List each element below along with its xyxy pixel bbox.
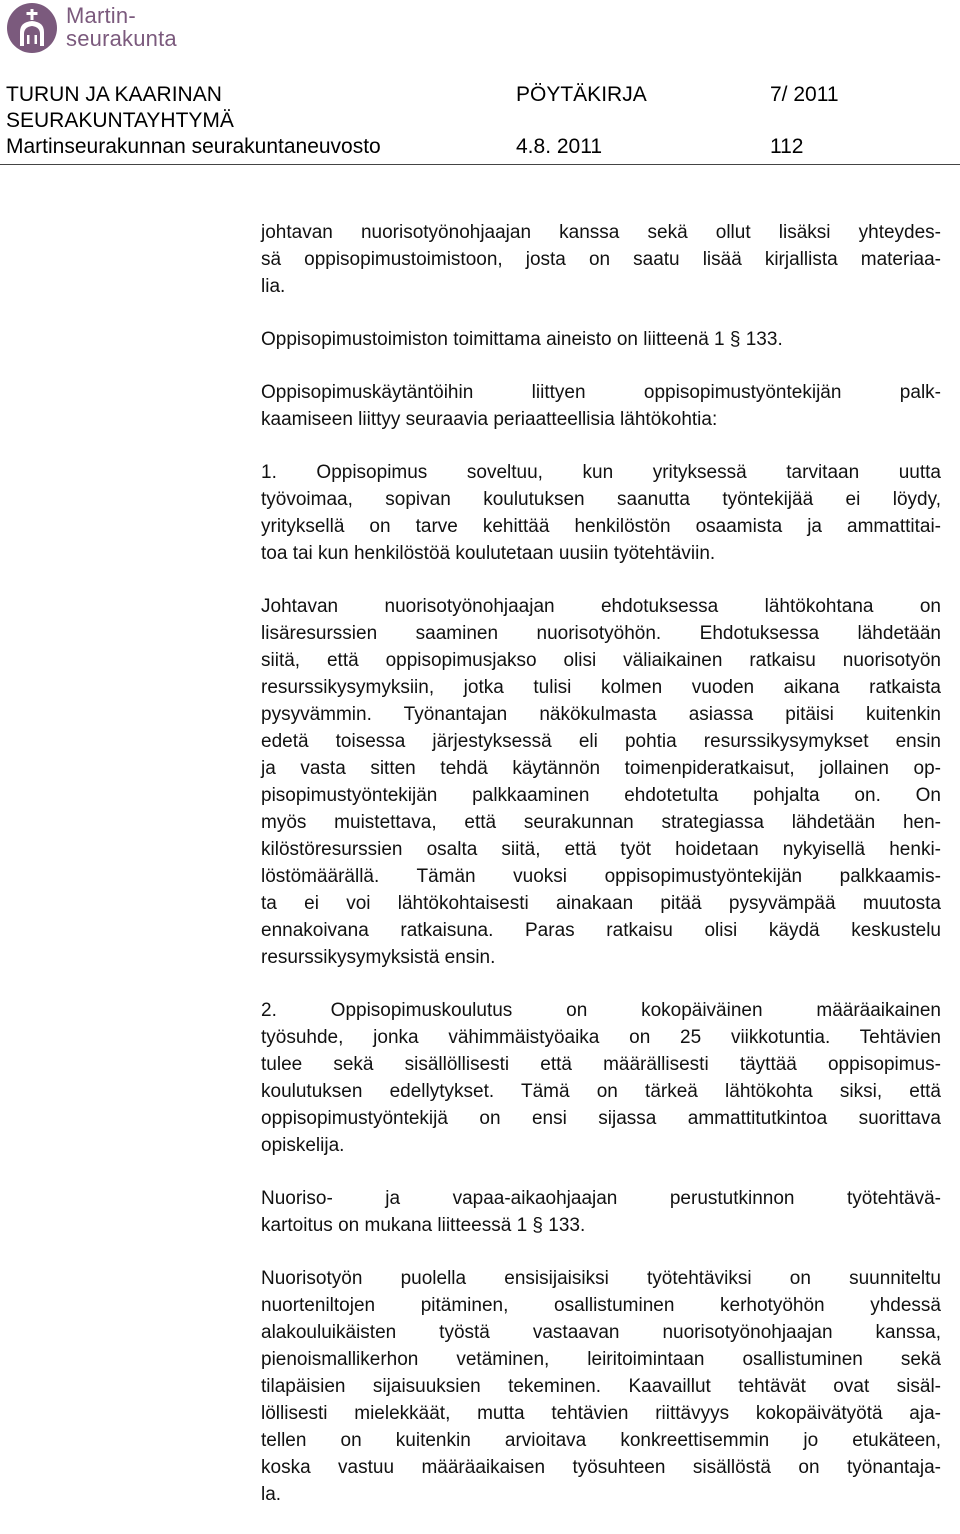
text-line: la. xyxy=(261,1484,282,1505)
text-line: tellen on kuitenkin arvioitava konkreettisemmin jo etukäteen, xyxy=(261,1430,941,1451)
header-divider xyxy=(0,164,960,165)
text-line: työsuhde, jonka vähimmäistyöaika on 25 viikkotuntia. Tehtävien xyxy=(261,1027,941,1048)
text-line: nuorteniltojen pitäminen, osallistuminen kerhotyöhön yhdessä xyxy=(261,1295,941,1316)
text-line: alakouluikäisten työstä vastaavan nuorisotyönohjaajan kanssa, xyxy=(261,1322,941,1343)
text-line: pysyvämmin. Työnantajan näkökulmasta asiassa pitäisi kuitenkin xyxy=(261,704,941,725)
text-line: lia. xyxy=(261,276,286,297)
text-line: Johtavan nuorisotyönohjaajan ehdotuksessa lähtökohtana on xyxy=(261,596,941,617)
text-line: opiskelija. xyxy=(261,1135,345,1156)
text-line: löllisesti mielekkäät, mutta tehtävien riittävyys kokopäivätyötä aja- xyxy=(261,1403,941,1424)
text-line: kilöstöresurssien osalta siitä, että työt hoidetaan nykyisellä henki- xyxy=(261,839,941,860)
text-line: tulee sekä sisällöllisesti että määrällisesti täyttää oppisopimus- xyxy=(261,1054,941,1075)
paragraph xyxy=(261,326,941,353)
text-line: kaamiseen liittyy seuraavia periaatteellisia lähtökohtia: xyxy=(261,409,718,430)
logo-line-1: Martin- xyxy=(66,3,136,28)
page-number: 112 xyxy=(770,135,804,158)
text-line: resurssikysymyksiin, jotka tulisi kolmen vuoden aikana ratkaista xyxy=(261,677,941,698)
document-body xyxy=(261,219,941,1534)
text-line: myös muistettava, että seurakunnan strategiassa lähdetään hen- xyxy=(261,812,941,833)
text-line: siitä, että oppisopimusjakso olisi väliaikainen ratkaisu nuorisotyön xyxy=(261,650,941,671)
logo xyxy=(6,2,177,54)
meeting-date: 4.8. 2011 xyxy=(516,135,603,158)
text-line: yrityksellä on tarve kehittää henkilöstön osaamista ja ammattitai- xyxy=(261,516,941,537)
text-line: sä oppisopimustoimistoon, josta on saatu lisää kirjallista materiaa- xyxy=(261,249,941,270)
paragraph xyxy=(261,997,941,1159)
meeting-body: Martinseurakunnan seurakuntaneuvosto xyxy=(6,135,381,158)
text-line: johtavan nuorisotyönohjaajan kanssa sekä ollut lisäksi yhteydes- xyxy=(261,222,941,243)
paragraph xyxy=(261,1265,941,1508)
text-line: kartoitus on mukana liitteessä 1 § 133. xyxy=(261,1215,586,1236)
text-line: resurssikysymyksistä ensin. xyxy=(261,947,496,968)
text-line: oppisopimustyöntekijä on ensi sijassa ammattitutkintoa suorittava xyxy=(261,1108,941,1129)
org-line-2: SEURAKUNTAYHTYMÄ xyxy=(6,109,234,132)
text-line: pienoismallikerhon vetäminen, leiritoimintaan osallistuminen sekä xyxy=(261,1349,941,1370)
text-line: ja vasta sitten tehdä käytännön toimenpideratkaisut, jollainen op- xyxy=(261,758,941,779)
text-line: koska vastuu määräaikaisen työsuhteen sisällöstä on työnantaja- xyxy=(261,1457,941,1478)
text-line: Nuoriso- ja vapaa-aikaohjaajan perustutkinnon työtehtävä- xyxy=(261,1188,941,1209)
paragraph xyxy=(261,1185,941,1239)
text-line: tilapäisien sijaisuuksien tekeminen. Kaavaillut tehtävät ovat sisäl- xyxy=(261,1376,941,1397)
org-line-1: TURUN JA KAARINAN xyxy=(6,83,222,106)
text-line: löstömäärällä. Tämän vuoksi oppisopimustyöntekijän palkkaamis- xyxy=(261,866,941,887)
logo-line-2: seurakunta xyxy=(66,26,177,51)
text-line: 2. Oppisopimuskoulutus on kokopäiväinen määräaikainen xyxy=(261,1000,941,1021)
church-seal-icon xyxy=(6,2,58,54)
text-line: 1. Oppisopimus soveltuu, kun yrityksessä tarvitaan uutta xyxy=(261,462,941,483)
paragraph xyxy=(261,379,941,433)
text-line: koulutuksen edellytykset. Tämä on tärkeä lähtökohta siksi, että xyxy=(261,1081,941,1102)
text-line: edetä toisessa järjestyksessä eli pohtia resurssikysymykset ensin xyxy=(261,731,941,752)
paragraph xyxy=(261,219,941,300)
text-line: ta ei voi lähtökohtaisesti ainakaan pitää pysyvämpää muutosta xyxy=(261,893,941,914)
text-line: työvoimaa, sopivan koulutuksen saanutta työntekijää ei löydy, xyxy=(261,489,941,510)
text-line: pisopimustyöntekijän palkkaaminen ehdotetulta pohjalta on. On xyxy=(261,785,941,806)
text-line: Oppisopimustoimiston toimittama aineisto on liitteenä 1 § 133. xyxy=(261,329,783,350)
paragraph xyxy=(261,593,941,971)
text-line: Nuorisotyön puolella ensisijaisiksi työtehtäviksi on suunniteltu xyxy=(261,1268,941,1289)
text-line: Oppisopimuskäytäntöihin liittyen oppisopimustyöntekijän palk- xyxy=(261,382,941,403)
text-line: ennakoivana ratkaisuna. Paras ratkaisu olisi käydä keskustelu xyxy=(261,920,941,941)
doc-type: PÖYTÄKIRJA xyxy=(516,83,647,106)
doc-number: 7/ 2011 xyxy=(770,83,839,106)
paragraph xyxy=(261,459,941,567)
text-line: lisäresurssien saaminen nuorisotyöhön. Ehdotuksessa lähdetään xyxy=(261,623,941,644)
text-line: toa tai kun henkilöstöä koulutetaan uusiin työtehtäviin. xyxy=(261,543,716,564)
